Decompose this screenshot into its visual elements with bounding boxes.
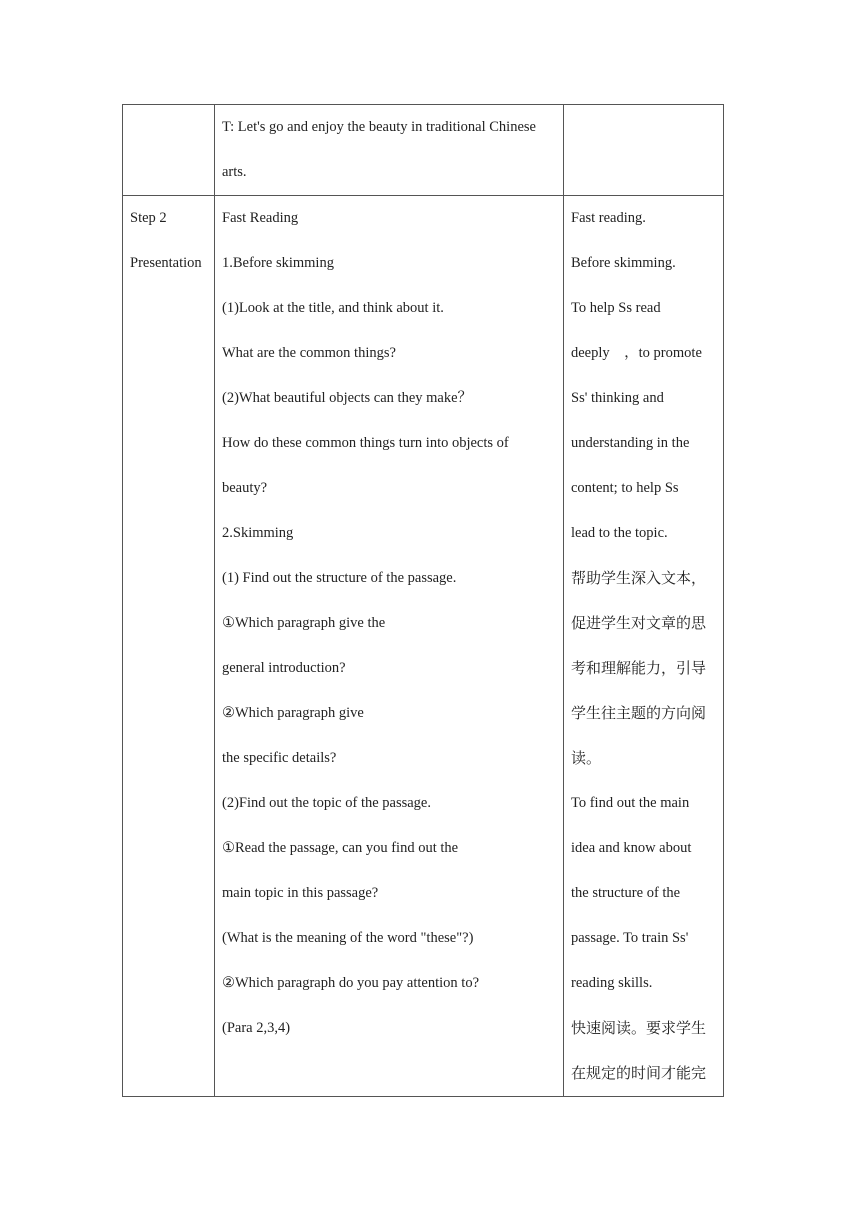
activity-line: main topic in this passage? bbox=[222, 885, 379, 901]
purpose-line-chinese: 促进学生对文章的思 bbox=[571, 614, 707, 632]
lesson-plan-table bbox=[122, 104, 724, 1097]
activity-line: the specific details? bbox=[222, 750, 337, 766]
step-cell bbox=[123, 196, 215, 1097]
activity-line: (2)Find out the topic of the passage. bbox=[222, 795, 431, 811]
purpose-line: reading skills. bbox=[571, 975, 653, 991]
activity-line: ①Which paragraph give the bbox=[222, 615, 386, 631]
step-name: Presentation bbox=[130, 255, 202, 271]
activity-line: (What is the meaning of the word "these"?) bbox=[222, 930, 474, 946]
purpose-line: Ss' thinking and bbox=[571, 390, 664, 406]
purpose-line-chinese: 帮助学生深入文本， bbox=[571, 569, 707, 587]
activity-line: (1)Look at the title, and think about it. bbox=[222, 300, 444, 316]
purpose-line: Fast reading. bbox=[571, 210, 646, 226]
purpose-line: the structure of the bbox=[571, 885, 681, 901]
activity-line: arts. bbox=[222, 164, 247, 180]
activity-cell bbox=[215, 196, 564, 1097]
activity-line: (2)What beautiful objects can they make？ bbox=[222, 390, 473, 406]
step-label: Step 2 bbox=[130, 210, 167, 226]
activity-line: What are the common things? bbox=[222, 345, 396, 361]
purpose-line: To find out the main bbox=[571, 795, 690, 811]
activity-line: 2.Skimming bbox=[222, 525, 294, 541]
purpose-line: deeply ，to promote bbox=[571, 345, 702, 361]
activity-line: ①Read the passage, can you find out the bbox=[222, 840, 459, 856]
purpose-line-chinese: 快速阅读。要求学生 bbox=[571, 1019, 707, 1037]
activity-line: (Para 2,3,4) bbox=[222, 1020, 291, 1036]
purpose-line: content; to help Ss bbox=[571, 480, 679, 496]
table-row bbox=[123, 196, 724, 1097]
purpose-line: lead to the topic. bbox=[571, 525, 668, 541]
activity-line: How do these common things turn into objects of bbox=[222, 435, 509, 451]
activity-line: ②Which paragraph do you pay attention to? bbox=[222, 975, 479, 991]
purpose-line: Before skimming. bbox=[571, 255, 676, 271]
step-cell bbox=[123, 105, 215, 196]
purpose-line-chinese: 读。 bbox=[571, 749, 602, 767]
purpose-line: To help Ss read bbox=[571, 300, 661, 316]
table-row bbox=[123, 105, 724, 196]
purpose-cell bbox=[564, 105, 724, 196]
activity-line: ②Which paragraph give bbox=[222, 705, 364, 721]
activity-cell bbox=[215, 105, 564, 196]
purpose-line: idea and know about bbox=[571, 840, 692, 856]
activity-line: T: Let's go and enjoy the beauty in traditional Chinese bbox=[222, 119, 536, 135]
activity-line: (1) Find out the structure of the passage. bbox=[222, 570, 457, 586]
purpose-line-chinese: 在规定的时间才能完 bbox=[571, 1064, 707, 1082]
purpose-line: passage. To train Ss' bbox=[571, 930, 689, 946]
activity-line: Fast Reading bbox=[222, 210, 299, 226]
purpose-cell bbox=[564, 196, 724, 1097]
activity-line: 1.Before skimming bbox=[222, 255, 334, 271]
activity-line: general introduction? bbox=[222, 660, 346, 676]
purpose-line-chinese: 考和理解能力，引导 bbox=[571, 659, 707, 677]
purpose-line: understanding in the bbox=[571, 435, 690, 451]
activity-line: beauty? bbox=[222, 480, 268, 496]
purpose-line-chinese: 学生往主题的方向阅 bbox=[571, 704, 707, 722]
